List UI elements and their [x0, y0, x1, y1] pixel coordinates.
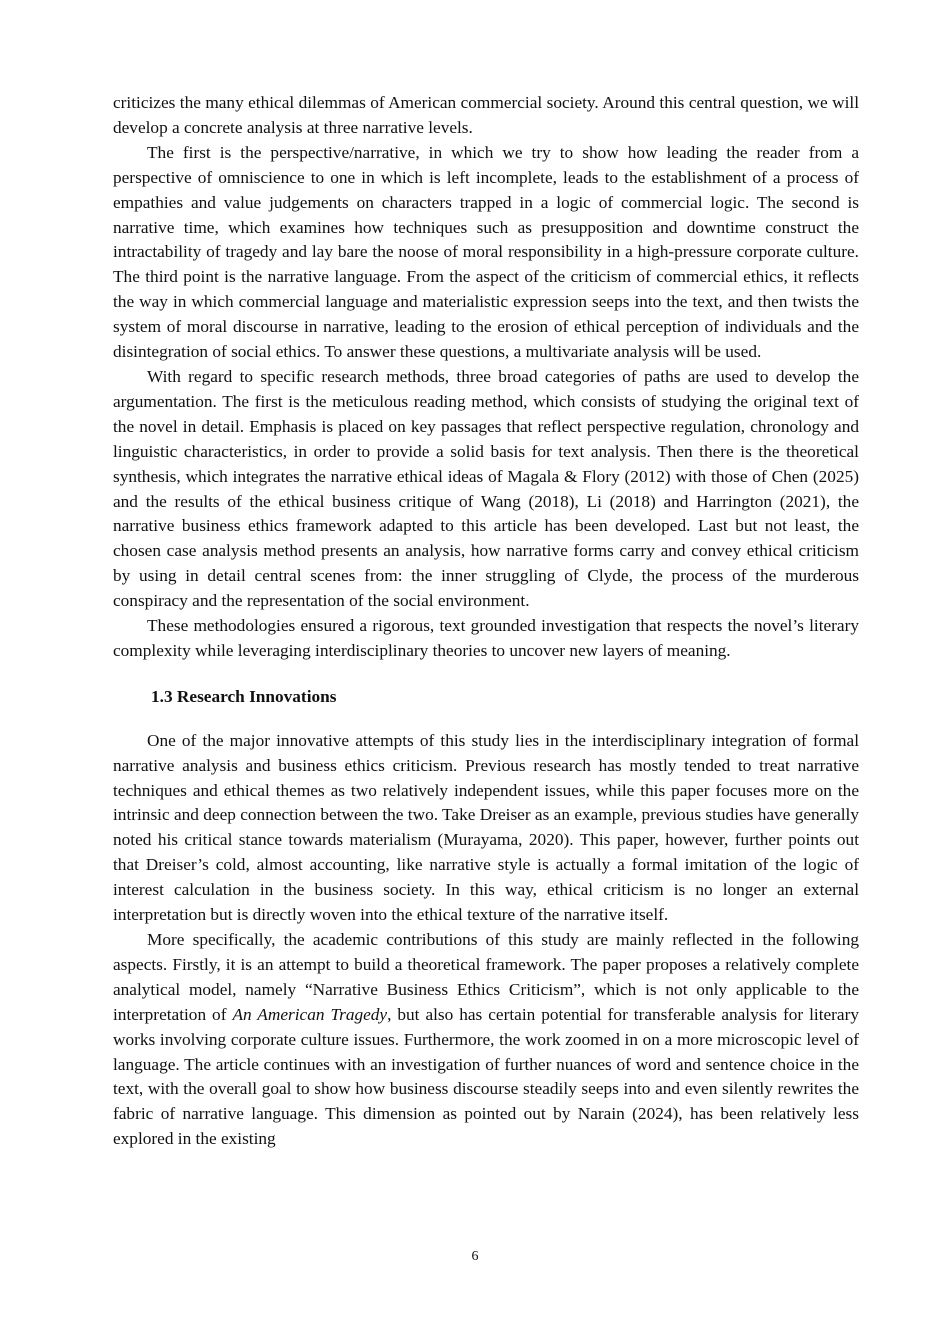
page-body: [113, 91, 859, 1152]
body-paragraph: These methodologies ensured a rigorous, text grounded investigation that respects the novel’s literary complexity while leveraging interdisciplinary theories to uncover new layers of meaning.: [113, 616, 859, 660]
body-paragraph: With regard to specific research methods, three broad categories of paths are used to develop the argumentation. The first is the meticulous reading method, which consists of studying the original text of the novel in detail. Emphasis is placed on key passages that reflect perspective regulation, chronology and linguistic characteristics, in order to provide a solid basis for text analysis. Then there is the theoretical synthesis, which integrates the narrative ethical ideas of Magala & Flory (2012) with those of Chen (2025) and the results of the ethical business critique of Wang (2018), Li (2018) and Harrington (2021), the narrative business ethics framework adapted to this article has been developed. Last but not least, the chosen case analysis method presents an analysis, how narrative forms carry and convey ethical criticism by using in detail central scenes from: the inner struggling of Clyde, the process of the murderous conspiracy and the representation of the social environment.: [113, 366, 859, 611]
paragraph-text: , but also has certain potential for transferable analysis for literary works involving corporate culture issues. Furthermore, the work zoomed in on a more microscopic level of language. The article continues with an investigation of further nuances of word and sentence choice in the text, with the overall goal to show how business discourse steadily seeps into and even silently rewrites the fabric of narrative language. This dimension as pointed out by Narain (2024), has been relatively less explored in the existing: [113, 1004, 859, 1149]
book-title: An American Tragedy: [232, 1004, 388, 1024]
body-paragraph: criticizes the many ethical dilemmas of American commercial society. Around this central question, we will develop a concrete analysis at three narrative levels.: [113, 93, 859, 137]
body-paragraph: The first is the perspective/narrative, in which we try to show how leading the reader from a perspective of omniscience to one in which is left incomplete, leads to the establishment of a process of empathies and value judgements on characters trapped in a logic of commercial logic. The second is narrative time, which examines how techniques such as presupposition and downtime construct the intractability of tragedy and lay bare the noose of moral responsibility in a high-pressure corporate culture. The third point is the narrative language. From the aspect of the criticism of commercial ethics, it reflects the way in which commercial language and materialistic expression seeps into the text, and then twists the system of moral discourse in narrative, leading to the erosion of ethical perception of individuals and the disintegration of social ethics. To answer these questions, a multivariate analysis will be used.: [113, 142, 859, 362]
page-number: 6: [471, 1249, 479, 1264]
body-paragraph: [113, 928, 859, 1152]
body-paragraph: One of the major innovative attempts of this study lies in the interdisciplinary integration of formal narrative analysis and business ethics criticism. Previous research has mostly tended to treat narrative techniques and ethical themes as two relatively independent issues, while this paper focuses more on the intrinsic and deep connection between the two. Take Dreiser as an example, previous studies have generally noted his critical stance towards materialism (Murayama, 2020). This paper, however, further points out that Dreiser’s cold, almost accounting, like narrative style is actually a formal imitation of the logic of interest calculation in the business society. In this way, ethical criticism is no longer an external interpretation but is directly woven into the ethical texture of the narrative itself.: [113, 730, 859, 925]
section-heading: 1.3 Research Innovations: [151, 686, 337, 706]
paragraph-text: More specifically, the academic contributions of this study are mainly reflected in the following aspects. Firstly, it is an attempt to build a theoretical framework. The paper proposes a relatively complete analytical model, namely “Narrative Business Ethics Criticism”, which is not only applicable to the interpretation of: [113, 930, 859, 1024]
